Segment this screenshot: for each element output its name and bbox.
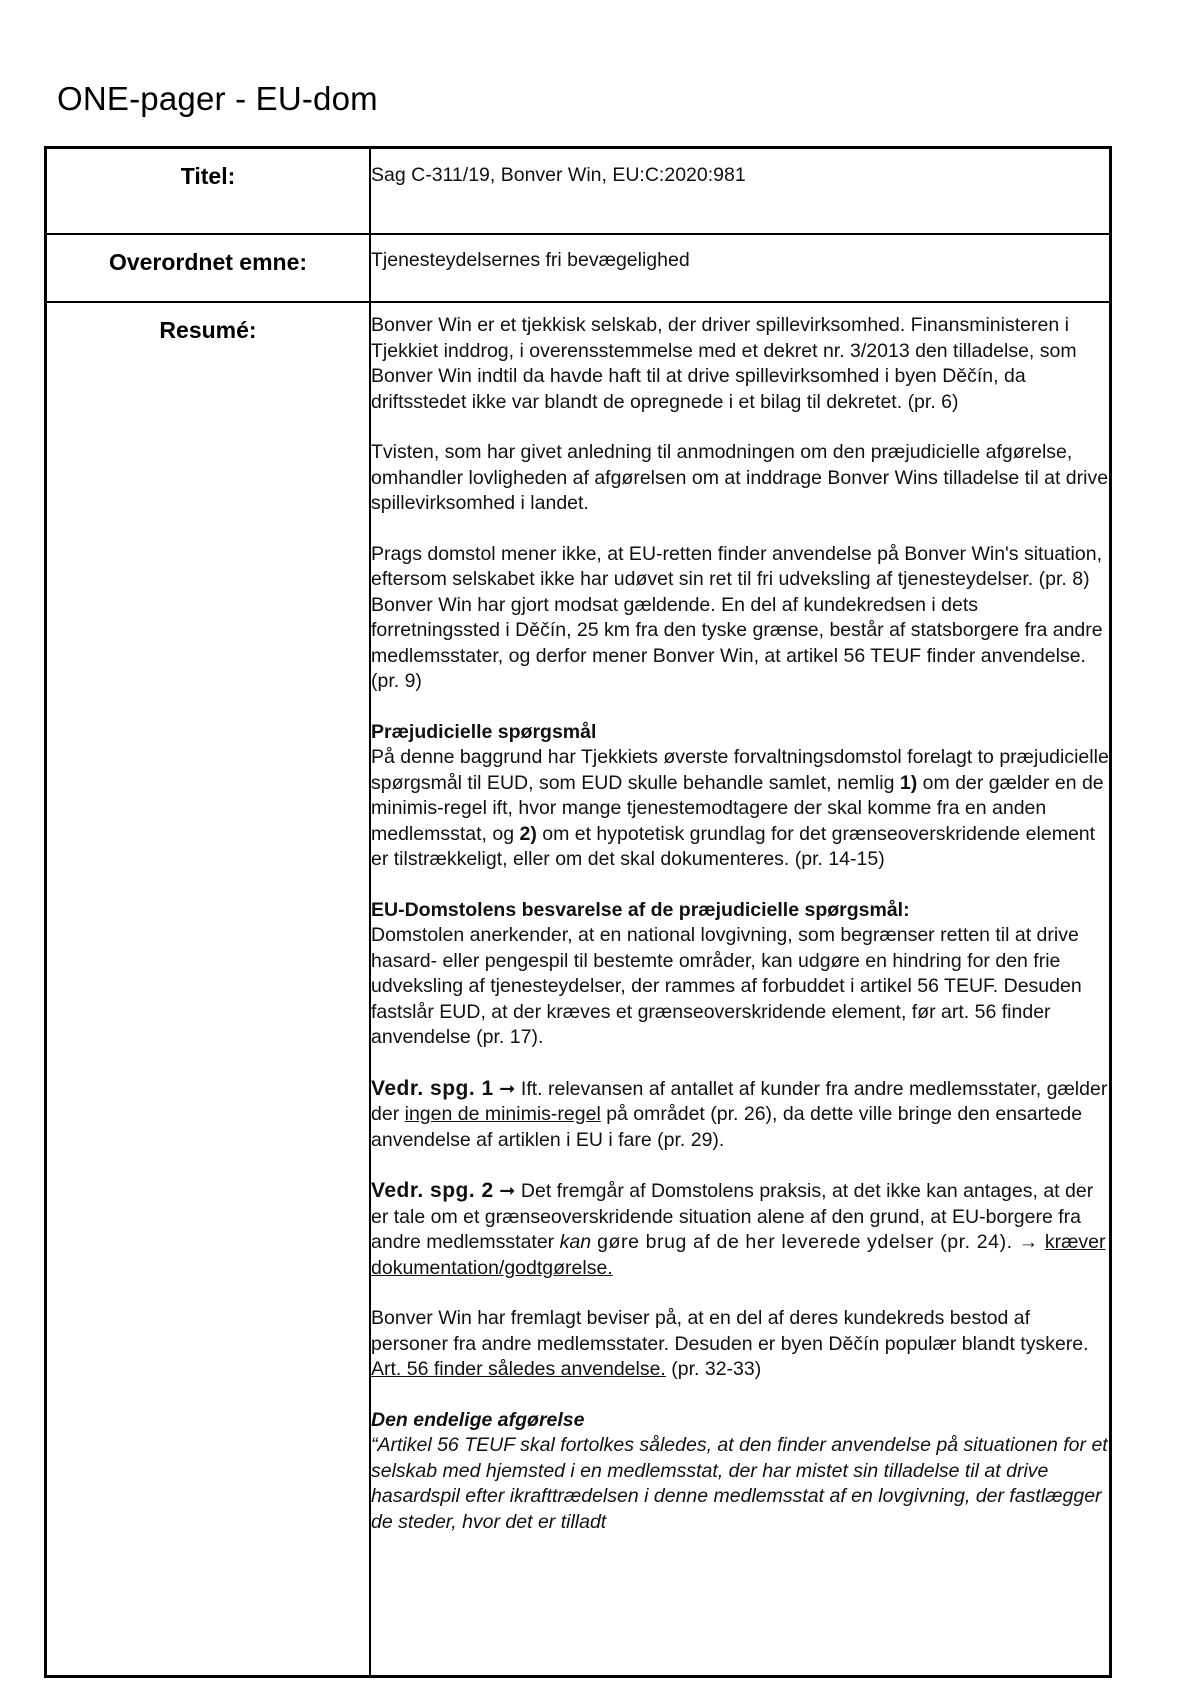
final-decision-quote: “Artikel 56 TEUF skal fortolkes således, at den finder anvendelse på situationen for et selskab med hjemsted i en medlemsstat, der har mistet sin tilladelse til at drive hasardspil efter ikrafttrædelsen i denne medlemsstat af en lovgivning, der fastlægger de steder, hvor det er tilladt — [371, 1434, 1108, 1533]
question-number-2: 2) — [519, 822, 537, 845]
answers-heading: EU-Domstolens besvarelse af de præjudicielle spørgsmål: — [371, 898, 910, 921]
emne-label: Overordnet emne: — [46, 234, 371, 302]
questions-text — [371, 745, 1109, 873]
vedr-spg-2-text-part-1: Det fremgår af Domstolens praksis, at det ikke kan antages, at der er tale om et grænseoverskridende situation alene af den grund, at EU-borgere fra andre medlemsstater — [371, 1180, 1094, 1253]
emne-value: Tjenesteydelsernes fri bevægelighed — [370, 234, 1111, 302]
final-decision-heading: Den endelige afgørelse — [371, 1408, 585, 1431]
final-decision-section — [371, 1408, 1109, 1536]
resume-paragraph-4: Bonver Win har gjort modsat gældende. En del af kundekredsen i dets forretningssted i Děčín, 25 km fra den tyske grænse, består af statsborgere fra andre medlemsstater, og derfor mener Bonver Win, at artikel 56 TEUF finder anvendelse. (pr. 9) — [371, 593, 1103, 692]
vedr-spg-2-arrow-icon: ➞ — [493, 1180, 521, 1202]
page-title: ONE-pager - EU-dom — [57, 80, 378, 117]
table-row-resume — [46, 302, 1111, 1677]
vedr-spg-2-underline: kræver dokumentation/godtgørelse. — [371, 1231, 1106, 1279]
vedr-spg-2-italic: kan — [559, 1231, 592, 1253]
vedr-spg-2-label: Vedr. spg. 2 — [371, 1179, 494, 1202]
vedr-spg-2-paragraph — [371, 1178, 1109, 1281]
questions-heading: Præjudicielle spørgsmål — [371, 720, 597, 743]
vedr-spg-1-underline: ingen de minimis-regel — [404, 1103, 601, 1125]
questions-section — [371, 720, 1109, 873]
answers-section — [371, 898, 1109, 1051]
vedr-spg-1-paragraph — [371, 1076, 1109, 1154]
table-row-emne — [46, 234, 1111, 302]
vedr-spg-1-label: Vedr. spg. 1 — [371, 1076, 494, 1100]
answers-text: Domstolen anerkender, at en national lovgivning, som begrænser retten til at drive hasard- eller pengespil til bestemte områder, kan udgøre en hindring for den frie udveksling af tjenesteydelser, der rammes af forbuddet i artikel 56 TEUF. Desuden fastslår EUD, at der kræves et grænseoverskridende element, før art. 56 finder anvendelse (pr. 17). — [371, 924, 1082, 1048]
vedr-spg-1-text-part-1: Ift. relevansen af antallet af kunder fra andre medlemsstater, gælder der — [371, 1077, 1108, 1125]
bonver-evidence-text-part-1: Bonver Win har fremlagt beviser på, at en del af deres kundekreds bestod af personer fra andre medlemsstater. Desuden er byen Děčín populær blandt tyskere. — [371, 1307, 1089, 1355]
bonver-evidence-underline: Art. 56 finder således anvendelse. — [371, 1358, 666, 1380]
table-row-titel — [46, 148, 1111, 235]
resume-paragraph-1: Bonver Win er et tjekkisk selskab, der driver spillevirksomhed. Finansministeren i Tjekkiet inddrog, i overensstemmelse med et dekret nr. 3/2013 den tilladelse, som Bonver Win indtil da havde haft til at drive spillevirksomhed i byen Děčín, da driftsstedet ikke var blandt de opregnede i et bilag til dekretet. (pr. 6) — [371, 314, 1077, 413]
vedr-spg-2-text-part-2: gøre brug af de her leverede ydelser (pr. 24). → — [591, 1231, 1045, 1253]
resume-label: Resumé: — [46, 302, 371, 1677]
bonver-evidence-paragraph — [371, 1306, 1109, 1383]
bonver-evidence-text-part-2: (pr. 32-33) — [665, 1358, 762, 1380]
questions-text-part-2: om der gælder en de minimis-regel ift, hvor mange tjenestemodtagere der skal komme fra en anden medlemsstat, og — [371, 771, 1104, 845]
onepager-table — [44, 146, 1112, 1678]
questions-text-part-1: På denne baggrund har Tjekkiets øverste forvaltningsdomstol forelagt to præjudicielle spørgsmål til EUD, som EUD skulle behandle samlet, nemlig — [371, 746, 1109, 794]
resume-body — [370, 302, 1111, 1677]
vedr-spg-1-arrow-icon: ➞ — [493, 1077, 521, 1100]
resume-paragraph-2: Tvisten, som har givet anledning til anmodningen om den præjudicielle afgørelse, omhandler lovligheden af afgørelsen om at inddrage Bonver Wins tilladelse til at drive spillevirksomhed i landet. — [371, 441, 1109, 514]
resume-paragraph-3: Prags domstol mener ikke, at EU-retten finder anvendelse på Bonver Win's situation, eftersom selskabet ikke har udøvet sin ret til fri udveksling af tjenesteydelser. (pr. 8) — [371, 542, 1102, 590]
question-number-1: 1) — [899, 771, 918, 794]
titel-value: Sag C-311/19, Bonver Win, EU:C:2020:981 — [370, 148, 1111, 235]
questions-text-part-3: om et hypotetisk grundlag for det grænseoverskridende element er tilstrækkeligt, eller om det skal dokumenteres. (pr. 14-15) — [371, 822, 1096, 870]
vedr-spg-1-text-part-2: på området (pr. 26), da dette ville bringe den ensartede anvendelse af artiklen i EU i fare (pr. 29). — [371, 1103, 1083, 1151]
titel-label: Titel: — [46, 148, 371, 235]
